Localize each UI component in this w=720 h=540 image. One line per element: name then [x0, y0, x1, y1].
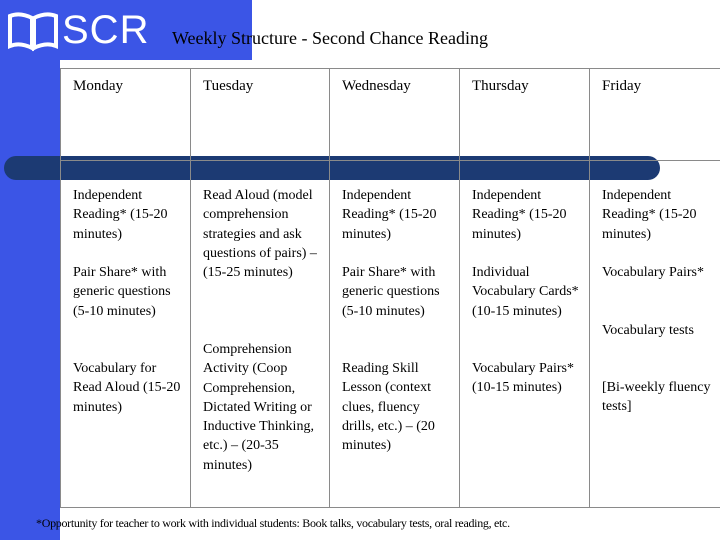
friday-activity: Vocabulary tests — [602, 323, 694, 338]
table-top-border — [60, 68, 720, 69]
day-header-thursday: Thursday — [472, 78, 529, 94]
tuesday-activity: Comprehension Activity (Coop Comprehension, Dictated Writing or Inductive Thinking, etc.) – (20-35 minutes) — [203, 342, 314, 473]
thursday-activity: Vocabulary Pairs* (10-15 minutes) — [472, 361, 574, 396]
monday-activity: Independent Reading* (15-20 minutes) — [73, 188, 168, 242]
monday-activity: Vocabulary for Read Aloud (15-20 minutes) — [73, 361, 181, 415]
thursday-activity: Individual Vocabulary Cards* (10-15 minutes) — [472, 265, 579, 319]
tuesday-activity: Read Aloud (model comprehension strategies and ask questions of pairs) – (15-25 minutes) — [203, 188, 317, 281]
wednesday-activity: Reading Skill Lesson (context clues, fluency drills, etc.) – (20 minutes) — [342, 361, 435, 454]
thursday-activity: Independent Reading* (15-20 minutes) — [472, 188, 567, 242]
wednesday-activity: Pair Share* with generic questions (5-10 minutes) — [342, 265, 440, 319]
friday-activity: [Bi-weekly fluency tests] — [602, 380, 711, 415]
open-book-icon — [6, 10, 60, 52]
monday-activity: Pair Share* with generic questions (5-10 minutes) — [73, 265, 171, 319]
column-border — [60, 68, 61, 508]
day-header-monday: Monday — [73, 78, 123, 94]
friday-activity: Vocabulary Pairs* — [602, 265, 704, 280]
footnote: *Opportunity for teacher to work with individual students: Book talks, vocabulary tests, oral reading, etc. — [36, 516, 510, 530]
column-border — [589, 68, 590, 508]
logo-text: SCR — [62, 8, 150, 52]
left-accent-bar — [0, 0, 60, 540]
weekly-schedule-table — [60, 68, 720, 508]
day-header-friday: Friday — [602, 78, 642, 94]
day-header-tuesday: Tuesday — [203, 78, 254, 94]
column-border — [459, 68, 460, 508]
header-row-border — [60, 160, 720, 161]
wednesday-activity: Independent Reading* (15-20 minutes) — [342, 188, 437, 242]
table-bottom-border — [60, 507, 720, 508]
column-border — [190, 68, 191, 508]
friday-activity: Independent Reading* (15-20 minutes) — [602, 188, 697, 242]
day-header-wednesday: Wednesday — [342, 78, 411, 94]
page-title: Weekly Structure - Second Chance Reading — [172, 28, 488, 48]
column-border — [329, 68, 330, 508]
